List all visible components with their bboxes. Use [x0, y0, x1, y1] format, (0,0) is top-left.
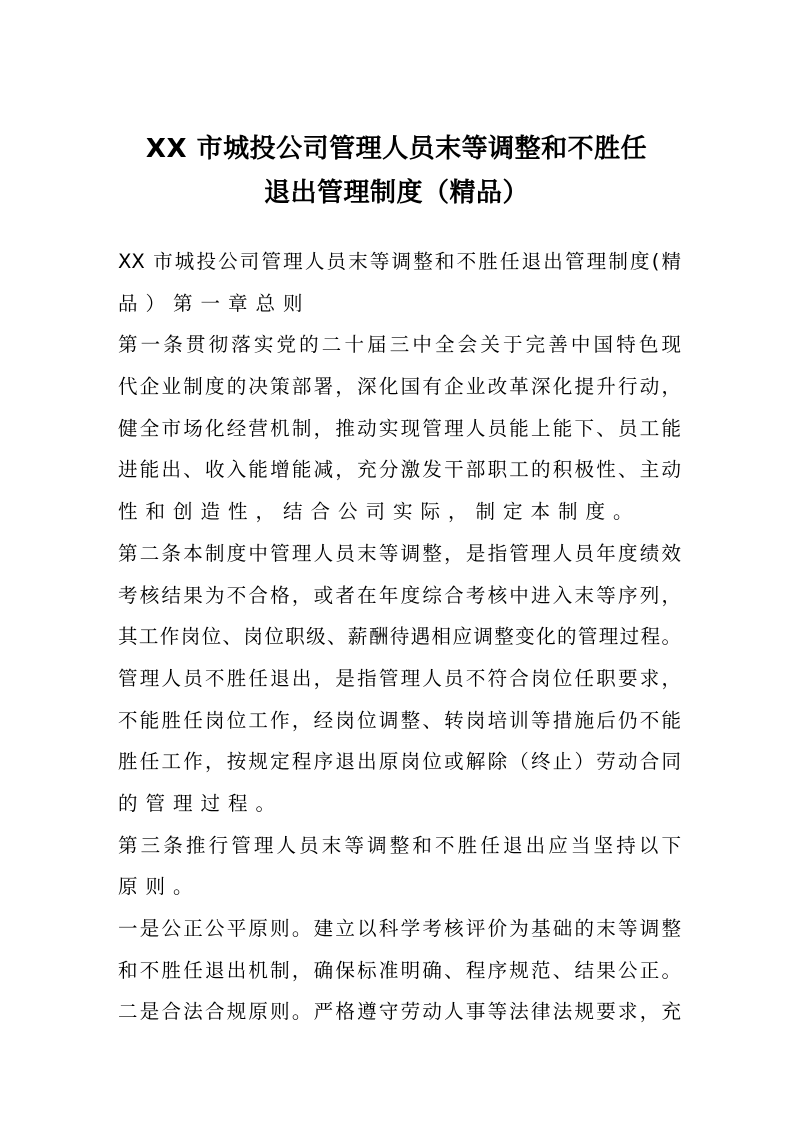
document-body: [118, 241, 681, 1033]
document-title-line-1: XX 市城投公司管理人员末等调整和不胜任: [145, 134, 648, 164]
body-text-line: 第三条推行管理人员末等调整和不胜任退出应当坚持以下: [118, 833, 681, 857]
body-text-line: 其工作岗位、岗位职级、薪酬待遇相应调整变化的管理过程。: [118, 625, 681, 649]
body-text-line: 一是公正公平原则。建立以科学考核评价为基础的末等调整: [118, 917, 681, 940]
body-text-line: 第二条本制度中管理人员末等调整，是指管理人员年度绩效: [118, 541, 681, 565]
body-text-line: 二是合法合规原则。严格遵守劳动人事等法律法规要求，充: [118, 1000, 681, 1024]
body-text-line: 品）第一章总则: [118, 291, 311, 315]
document-title-line-2: 退出管理制度（精品）: [263, 178, 529, 208]
body-text-line: 考核结果为不合格，或者在年度综合考核中进入末等序列，: [118, 583, 681, 607]
body-text-line: 不能胜任岗位工作，经岗位调整、转岗培训等措施后仍不能: [118, 708, 681, 732]
body-text-line: 原则。: [118, 875, 201, 899]
body-text-line: 性和创造性，结合公司实际，制定本制度。: [118, 500, 641, 524]
body-text-line: 代企业制度的决策部署，深化国有企业改革深化提升行动，: [118, 375, 681, 399]
body-text-line: XX 市城投公司管理人员末等调整和不胜任退出管理制度(精: [118, 250, 681, 273]
body-text-line: 管理人员不胜任退出，是指管理人员不符合岗位任职要求，: [118, 666, 681, 690]
body-text-line: 健全市场化经营机制，推动实现管理人员能上能下、员工能: [118, 416, 681, 440]
body-text-line: 进能出、收入能增能减，充分激发干部职工的积极性、主动: [118, 458, 681, 482]
body-text-line: 胜任工作，按规定程序退出原岗位或解除（终止）劳动合同: [118, 750, 681, 774]
body-text-line: 和不胜任退出机制，确保标准明确、程序规范、结果公正。: [118, 958, 681, 982]
body-text-line: 第一条贯彻落实党的二十届三中全会关于完善中国特色现: [118, 333, 681, 357]
body-text-line: 的管理过程。: [118, 791, 284, 815]
